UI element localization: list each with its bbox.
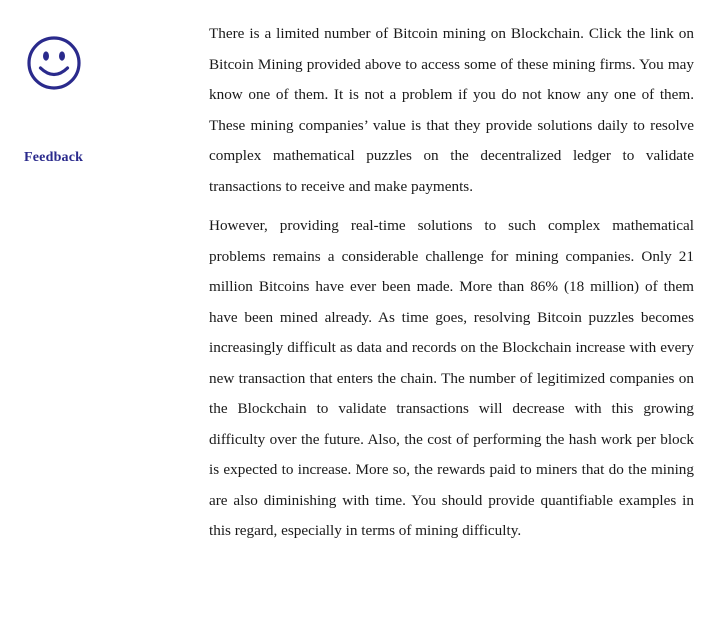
smiley-face-icon (26, 35, 82, 91)
paragraph: There is a limited number of Bitcoin mining on Blockchain. Click the link on Bitcoin Mining provided above to access some of these mining firms. You may know one of them. It is not a problem if you do not know any one of them. These mining companies’ value is that they provide solutions daily to resolve complex mathematical puzzles on the decentralized ledger to validate transactions to receive and make payments. (209, 25, 694, 195)
feedback-margin (0, 0, 190, 642)
feedback-label: Feedback (24, 150, 84, 165)
paragraph: However, providing real-time solutions to such complex mathematical problems remains a considerable challenge for mining companies. Only 21 million Bitcoins have ever been made. More than 86% (18 million) of them have been mined already. As time goes, resolving Bitcoin puzzles becomes increasingly difficult as data and records on the Blockchain increase with every new transaction that enters the chain. The number of legitimized companies on the Blockchain to validate transactions will decrease with this growing difficulty over the future. Also, the cost of performing the hash work per block is expected to increase. More so, the rewards paid to miners that do the mining are also diminishing with time. You should provide quantifiable examples in this regard, especially in terms of mining difficulty. (209, 217, 694, 539)
body-text (209, 19, 694, 547)
